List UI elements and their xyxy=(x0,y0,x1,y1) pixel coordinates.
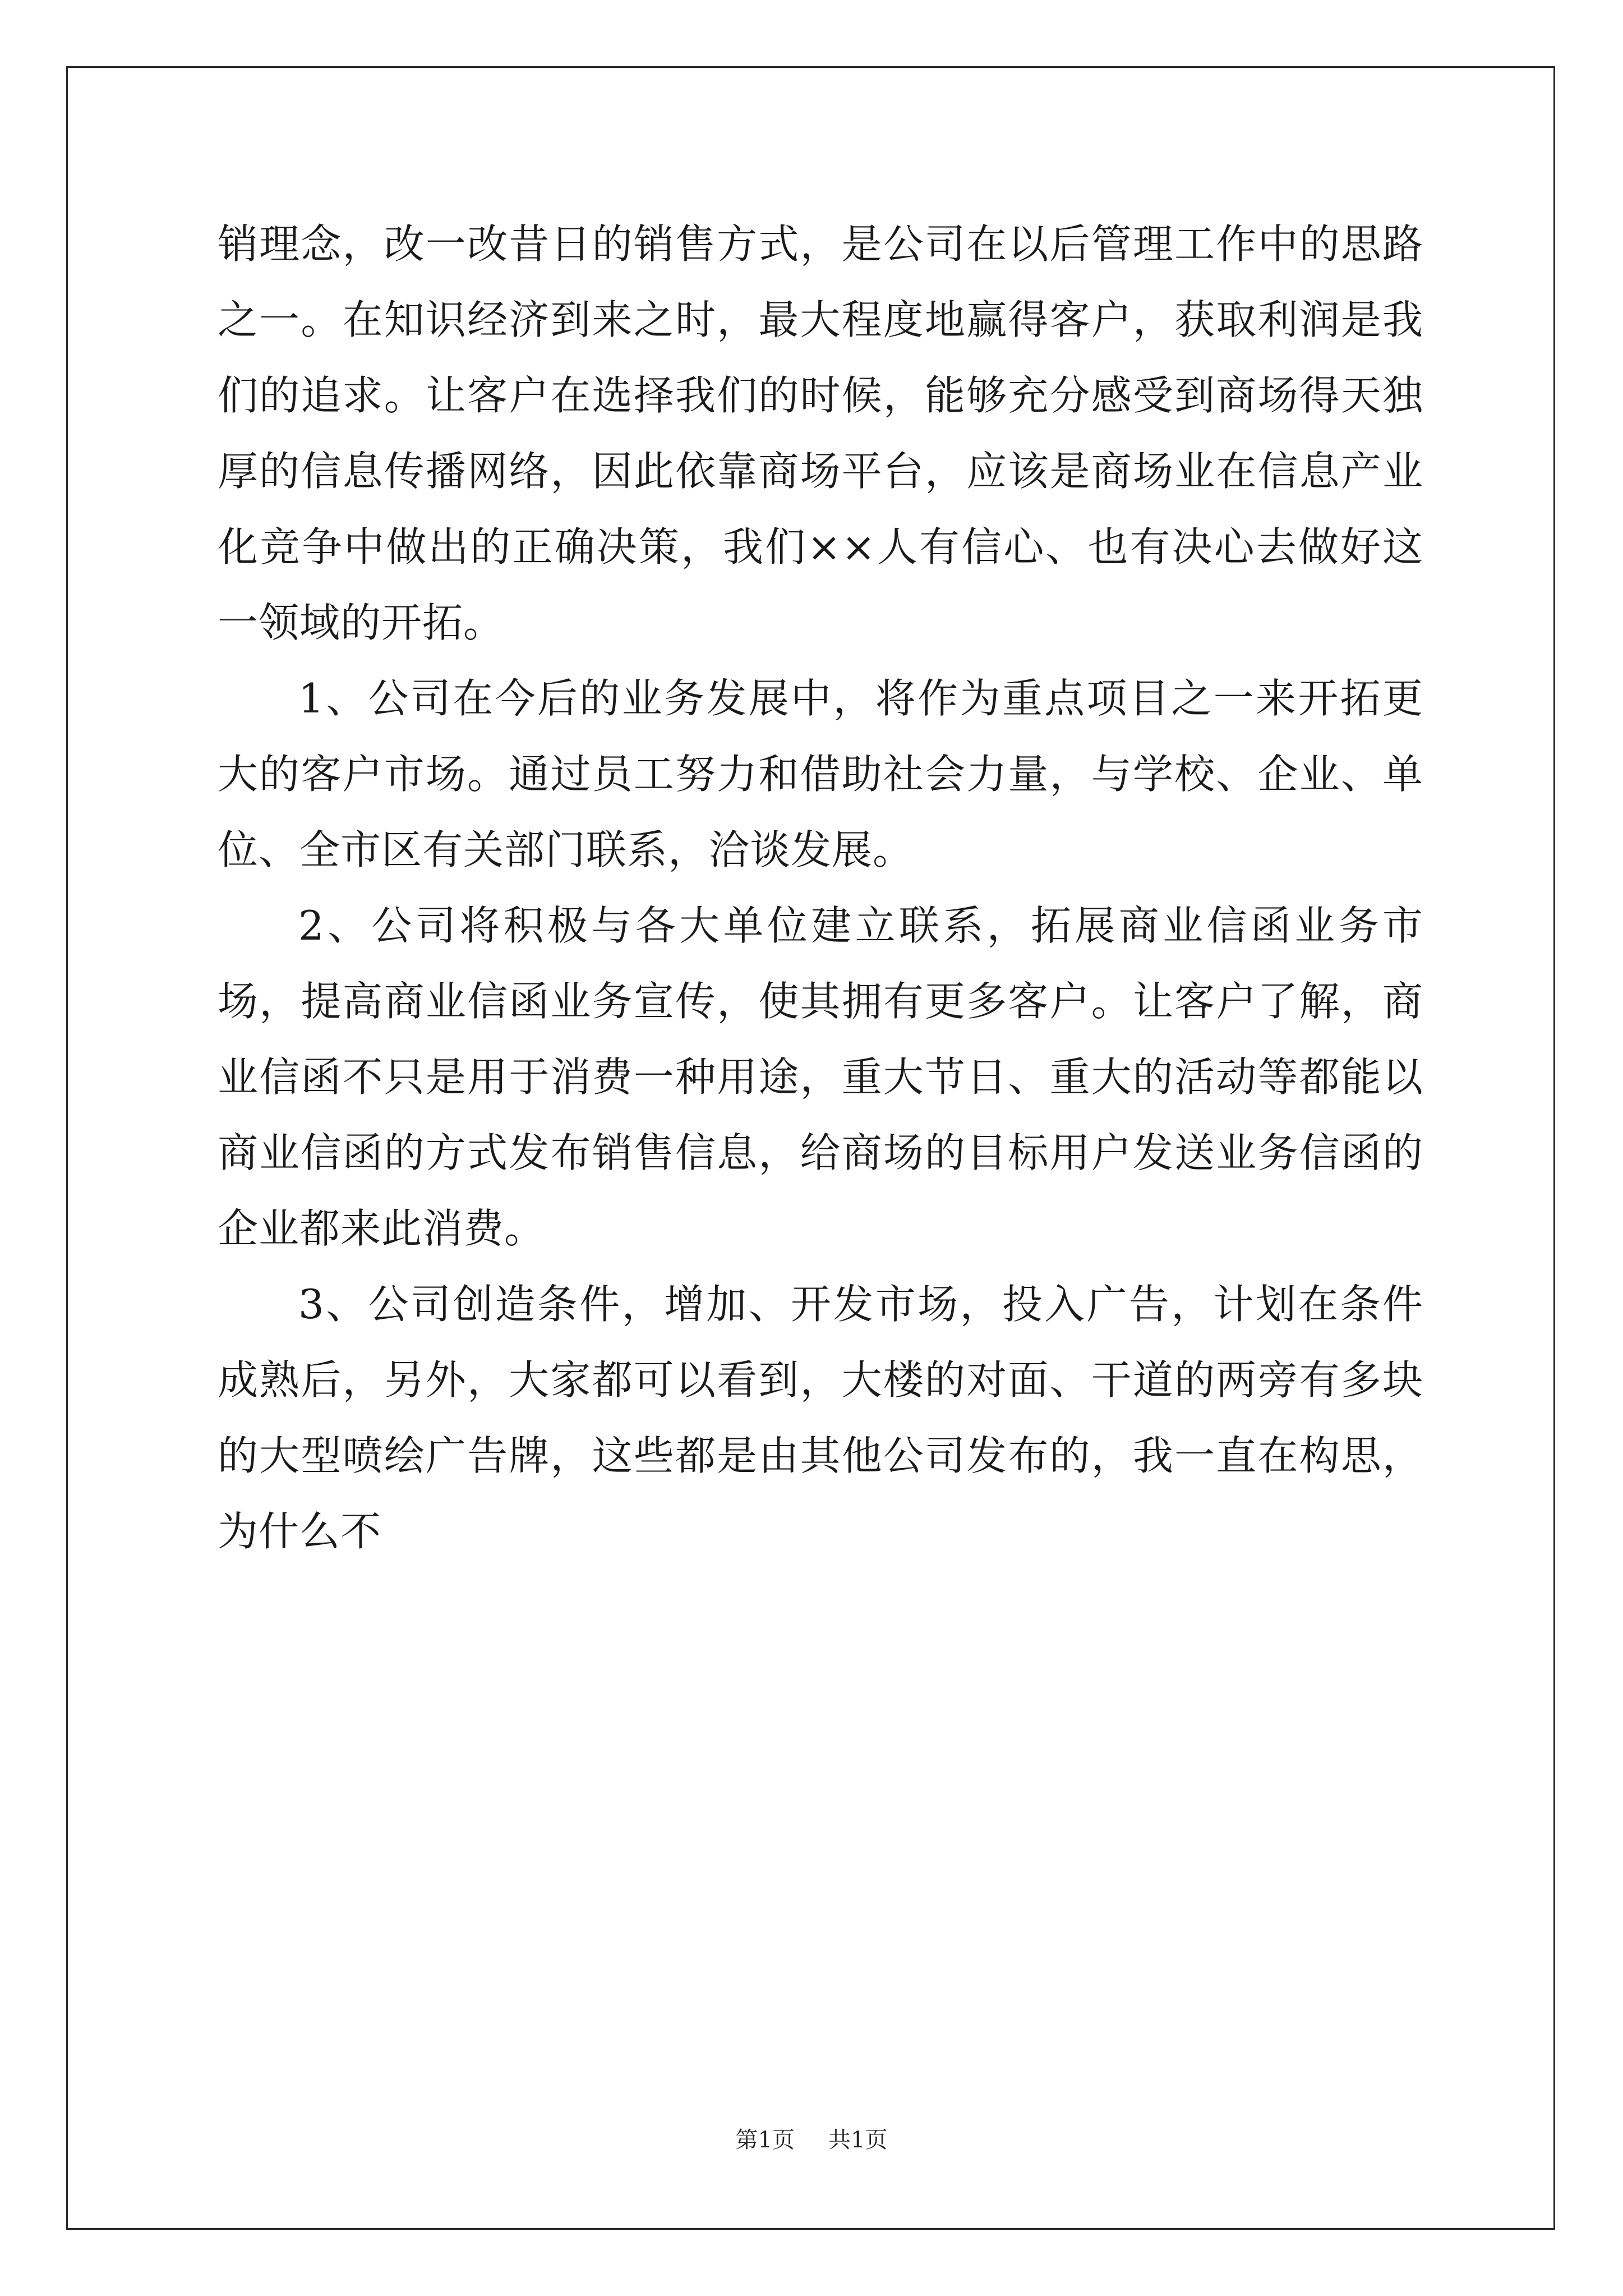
page-footer xyxy=(0,2126,1623,2154)
paragraph-3: 2、公司将积极与各大单位建立联系，拓展商业信函业务市场，提高商业信函业务宣传，使其拥有更多客户。让客户了解，商业信函不只是用于消费一种用途，重大节日、重大的活动等都能以商业信函的方式发布销售信息，给商场的目标用户发送业务信函的企业都来此消费。 xyxy=(218,902,1423,1252)
paragraph-2: 1、公司在今后的业务发展中，将作为重点项目之一来开拓更大的客户市场。通过员工努力和借助社会力量，与学校、企业、单位、全市区有关部门联系，洽谈发展。 xyxy=(218,675,1423,873)
paragraph-4: 3、公司创造条件，增加、开发市场，投入广告，计划在条件成熟后，另外，大家都可以看到，大楼的对面、干道的两旁有多块的大型喷绘广告牌，这些都是由其他公司发布的，我一直在构思，为什么不 xyxy=(218,1281,1423,1555)
page-number: 第1页 xyxy=(735,2127,795,2153)
page-total: 共1页 xyxy=(828,2127,888,2153)
document-body xyxy=(218,206,1423,1570)
paragraph-1: 销理念，改一改昔日的销售方式，是公司在以后管理工作中的思路之一。在知识经济到来之时，最大程度地赢得客户，获取利润是我们的追求。让客户在选择我们的时候，能够充分感受到商场得天独厚的信息传播网络，因此依靠商场平台，应该是商场业在信息产业化竞争中做出的正确决策，我们××人有信心、也有决心去做好这一领域的开拓。 xyxy=(218,220,1423,646)
